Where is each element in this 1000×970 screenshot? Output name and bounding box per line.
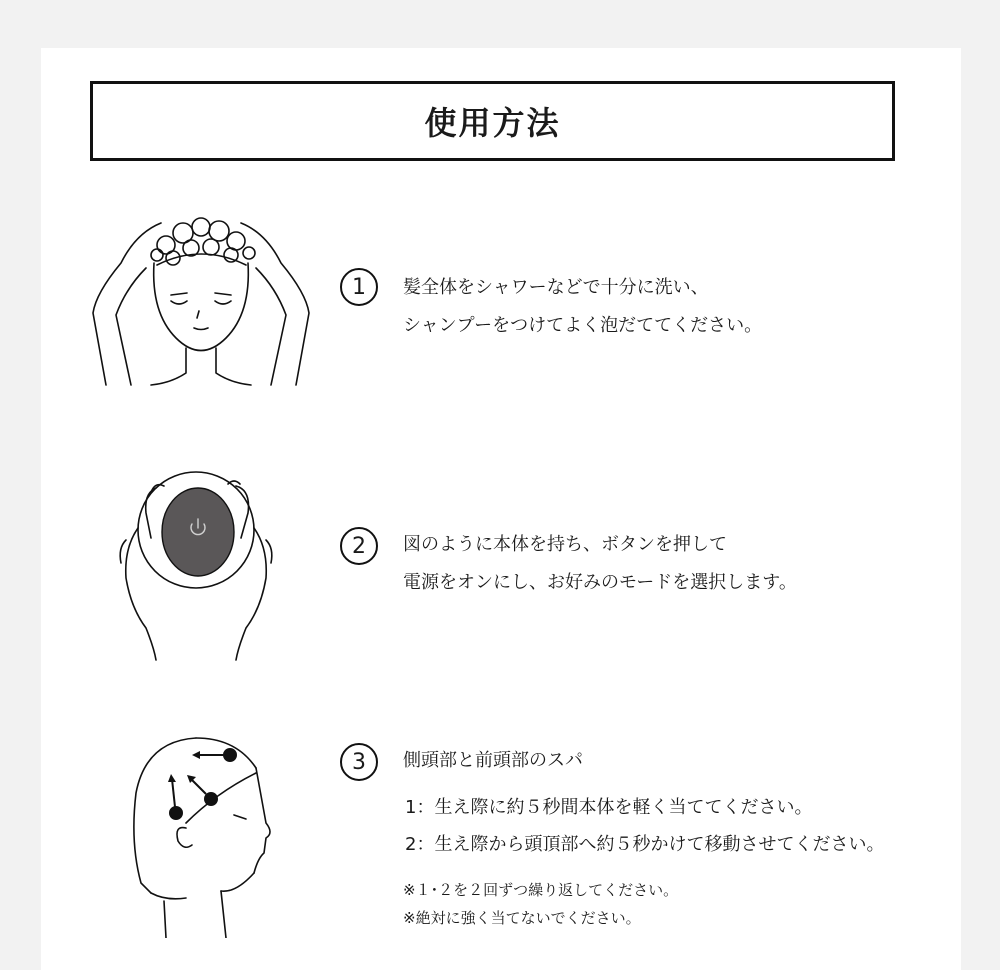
usage-card [41,48,961,970]
step-3-note-2: ※絶対に強く当てないでください。 [403,909,641,927]
hands-holding-device-illustration [116,468,276,663]
device-face [162,488,234,576]
step-2-number: 2 [340,527,378,565]
step-3-line-2: 2：生え際から頭頂部へ約５秒かけて移動させてください。 [405,834,885,855]
step-3-heading: 側頭部と前頭部のスパ [403,750,583,771]
head-massage-illustration [126,733,276,938]
step-1-number: 1 [340,268,378,306]
step-2-line-1: 図のように本体を持ち、ボタンを押して [403,534,727,555]
step-3-line-1: 1：生え際に約５秒間本体を軽く当ててください。 [405,797,813,818]
woman-shampooing-illustration [91,203,311,388]
step-3-number: 3 [340,743,378,781]
page-title: 使用方法 [424,104,561,142]
step-2-line-2: 電源をオンにし、お好みのモードを選択します。 [403,572,797,593]
title-box [90,81,895,161]
step-1-line-2: シャンプーをつけてよく泡だててください。 [403,315,763,336]
step-1-line-1: 髪全体をシャワーなどで十分に洗い、 [403,277,709,298]
step-3-note-1: ※１･２を２回ずつ繰り返してください。 [403,881,679,899]
